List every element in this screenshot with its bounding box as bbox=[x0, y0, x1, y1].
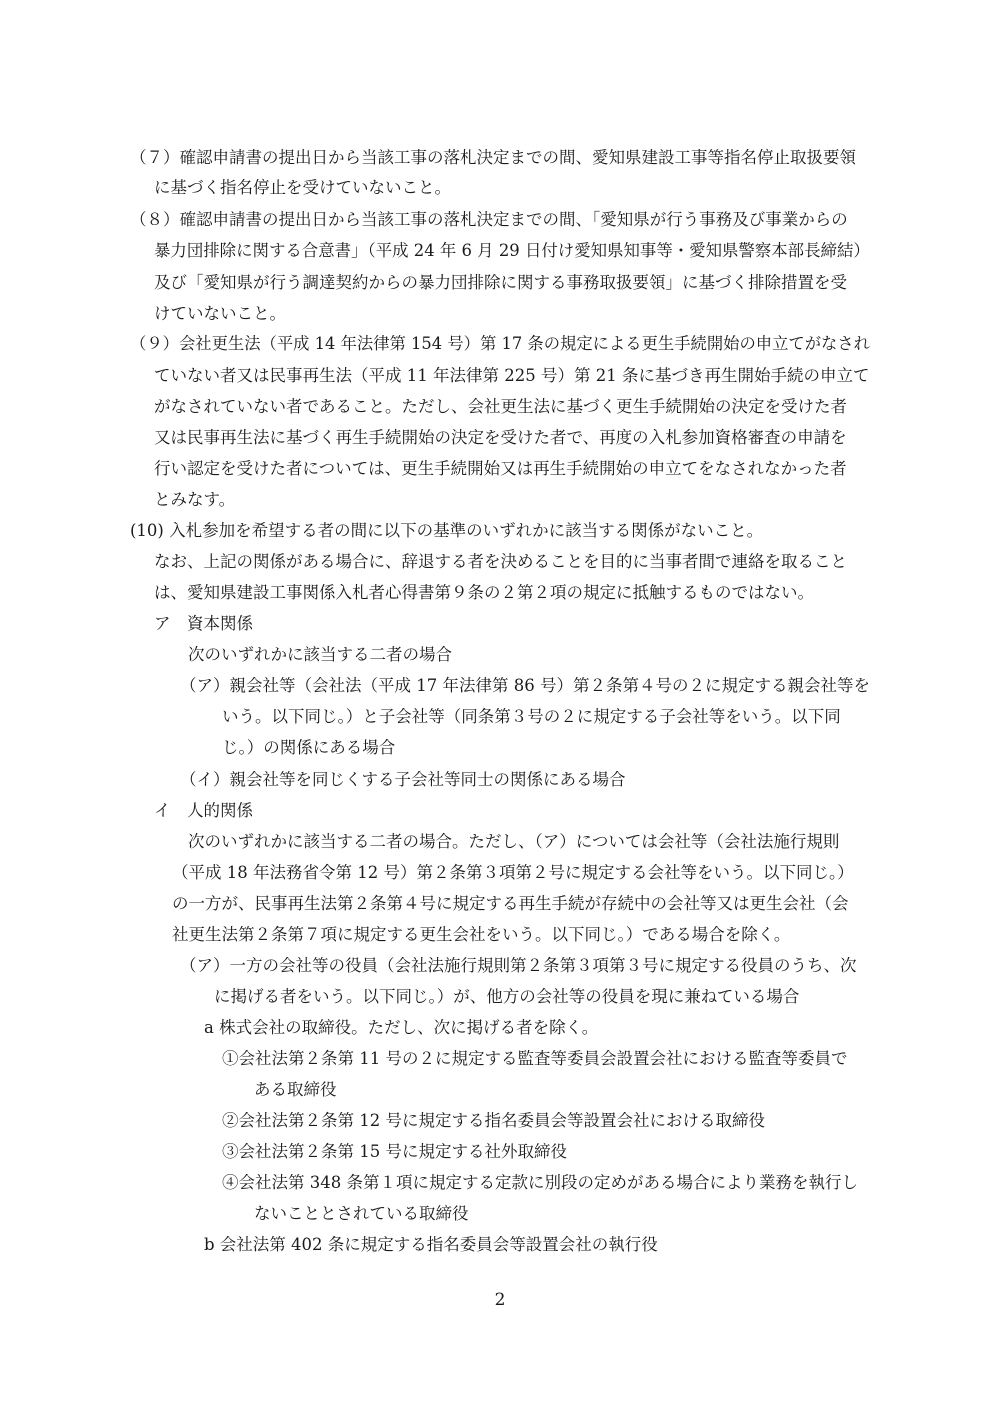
text-line: ていない者又は民事再生法（平成 11 年法律第 225 号）第 21 条に基づき再生開始手続の申立て bbox=[154, 366, 870, 385]
text-line: （７）確認申請書の提出日から当該工事の落札決定までの間、愛知県建設工事等指名停止取扱要領 bbox=[130, 148, 856, 167]
text-line: 及び「愛知県が行う調達契約からの暴力団排除に関する事務取扱要領」に基づく排除措置を受 bbox=[154, 273, 847, 292]
text-line: に掲げる者をいう。以下同じ。）が、他方の会社等の役員を現に兼ねている場合 bbox=[214, 987, 800, 1006]
text-line: イ 人的関係 bbox=[154, 801, 253, 820]
text-line: a 株式会社の取締役。ただし、次に掲げる者を除く。 bbox=[204, 1018, 599, 1037]
text-line: ある取締役 bbox=[254, 1080, 337, 1099]
text-line: ア 資本関係 bbox=[154, 614, 253, 633]
text-line: 又は民事再生法に基づく再生手続開始の決定を受けた者で、再度の入札参加資格審査の申請を bbox=[154, 428, 847, 447]
text-line: （イ）親会社等を同じくする子会社等同士の関係にある場合 bbox=[180, 770, 626, 789]
text-line: ①会社法第２条第 11 号の２に規定する監査等委員会設置会社における監査等委員で bbox=[222, 1049, 848, 1068]
text-line: 次のいずれかに該当する二者の場合 bbox=[188, 645, 452, 664]
text-line: b 会社法第 402 条に規定する指名委員会等設置会社の執行役 bbox=[204, 1235, 658, 1254]
text-line: (10) 入札参加を希望する者の間に以下の基準のいずれかに該当する関係がないこと。 bbox=[130, 521, 764, 540]
text-line: 社更生法第２条第７項に規定する更生会社をいう。以下同じ。）である場合を除く。 bbox=[172, 925, 791, 944]
text-line: ないこととされている取締役 bbox=[254, 1204, 469, 1223]
text-line: ③会社法第２条第 15 号に規定する社外取締役 bbox=[222, 1142, 567, 1161]
text-line: いう。以下同じ。）と子会社等（同条第３号の２に規定する子会社等をいう。以下同 bbox=[222, 707, 841, 726]
text-line: は、愛知県建設工事関係入札者心得書第９条の２第２項の規定に抵触するものではない。 bbox=[154, 583, 814, 602]
text-line: ④会社法第 348 条第１項に規定する定款に別段の定めがある場合により業務を執行し bbox=[222, 1173, 858, 1192]
text-line: 行い認定を受けた者については、更生手続開始又は再生手続開始の申立てをなされなかった者 bbox=[154, 459, 847, 478]
text-line: とみなす。 bbox=[154, 490, 236, 509]
text-line: がなされていない者であること。ただし、会社更生法に基づく更生手続開始の決定を受けた者 bbox=[154, 397, 847, 416]
text-line: （９）会社更生法（平成 14 年法律第 154 号）第 17 条の規定による更生手続開始の申立てがなされ bbox=[130, 334, 870, 353]
page-number: 2 bbox=[494, 1290, 506, 1310]
text-line: （ア）一方の会社等の役員（会社法施行規則第２条第３項第３号に規定する役員のうち、次 bbox=[180, 956, 857, 975]
text-line: に基づく指名停止を受けていないこと。 bbox=[154, 178, 451, 197]
text-line: 次のいずれかに該当する二者の場合。ただし、（ア）については会社等（会社法施行規則 bbox=[188, 832, 840, 851]
text-line: ②会社法第２条第 12 号に規定する指名委員会等設置会社における取締役 bbox=[222, 1111, 765, 1130]
text-line: けていないこと。 bbox=[154, 304, 286, 323]
text-line: （８）確認申請書の提出日から当該工事の落札決定までの間、「愛知県が行う事務及び事業からの bbox=[130, 210, 848, 229]
text-line: 暴力団排除に関する合意書」（平成 24 年 6 月 29 日付け愛知県知事等・愛知県警察本部長締結） bbox=[154, 241, 870, 260]
text-line: じ。）の関係にある場合 bbox=[222, 738, 396, 757]
text-line: （平成 18 年法務省令第 12 号）第２条第３項第２号に規定する会社等をいう。以下同じ。） bbox=[172, 863, 854, 882]
text-line: の一方が、民事再生法第２条第４号に規定する再生手続が存続中の会社等又は更生会社（会 bbox=[172, 894, 849, 913]
text-line: なお、上記の関係がある場合に、辞退する者を決めることを目的に当事者間で連絡を取ること bbox=[154, 552, 847, 571]
text-line: （ア）親会社等（会社法（平成 17 年法律第 86 号）第２条第４号の２に規定する親会社等を bbox=[180, 676, 870, 695]
